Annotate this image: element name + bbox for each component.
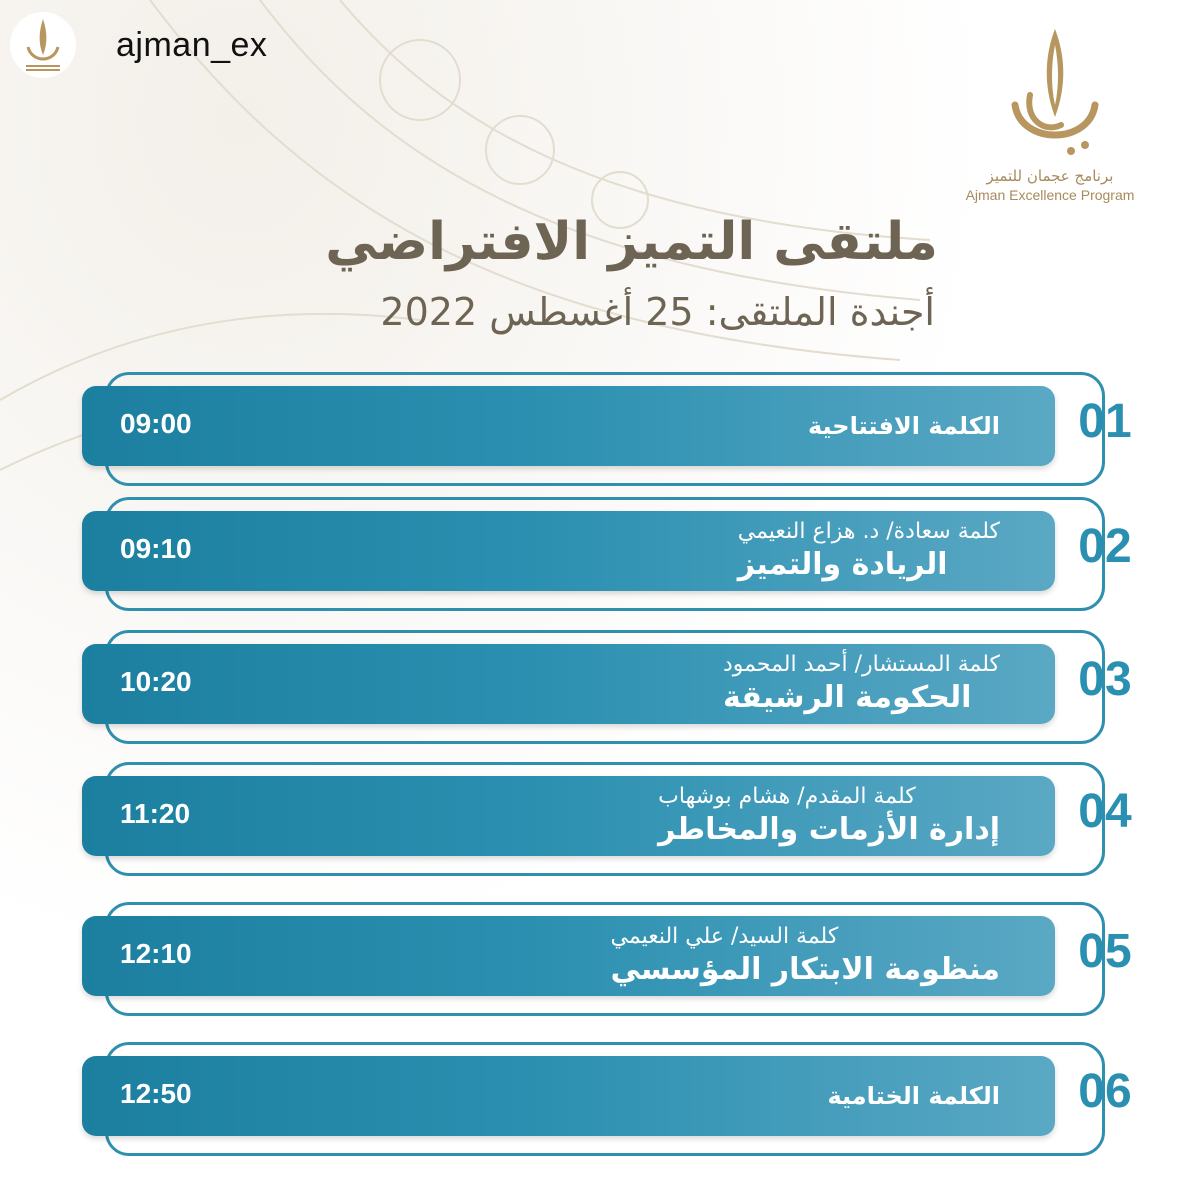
agenda-bar <box>82 511 1055 591</box>
agenda-text <box>658 776 1000 856</box>
agenda-topic: الريادة والتميز <box>737 547 948 582</box>
agenda-number: 05 <box>1078 925 1132 978</box>
agenda-speaker: كلمة سعادة/ د. هزاع النعيمي <box>737 519 1000 544</box>
agenda-row <box>0 495 1200 625</box>
agenda-number: 03 <box>1078 653 1132 706</box>
agenda-number: 04 <box>1078 785 1132 838</box>
agenda-row <box>0 760 1200 890</box>
agenda-text <box>808 386 1000 466</box>
agenda-topic: منظومة الابتكار المؤسسي <box>610 952 1000 987</box>
page-subtitle: أجندة الملتقى: 25 أغسطس 2022 <box>380 290 935 334</box>
agenda-speaker: كلمة المقدم/ هشام بوشهاب <box>658 784 916 809</box>
agenda-speaker: كلمة السيد/ علي النعيمي <box>610 924 839 949</box>
agenda-topic: الكلمة الختامية <box>827 1082 1000 1110</box>
agenda-speaker: كلمة المستشار/ أحمد المحمود <box>722 652 1000 677</box>
agenda-bar <box>82 916 1055 996</box>
agenda-topic: الحكومة الرشيقة <box>722 680 972 715</box>
page-title: ملتقى التميز الافتراضي <box>325 212 938 272</box>
agenda-text <box>611 916 1000 996</box>
agenda-number: 06 <box>1078 1065 1132 1118</box>
ajman-excellence-logo-icon <box>18 17 68 73</box>
agenda-bar <box>82 1056 1055 1136</box>
agenda-topic: إدارة الأزمات والمخاطر <box>658 812 1000 847</box>
logo-arabic-name: برنامج عجمان للتميز <box>986 167 1114 185</box>
agenda-time: 12:50 <box>120 1078 192 1109</box>
agenda-text <box>827 1056 1000 1136</box>
program-logo <box>960 25 1140 215</box>
agenda-number: 02 <box>1078 520 1132 573</box>
avatar[interactable] <box>10 12 76 78</box>
agenda-text <box>738 511 1000 591</box>
agenda-bar <box>82 644 1055 724</box>
agenda-topic: الكلمة الافتتاحية <box>807 412 1000 440</box>
agenda-text <box>723 644 1000 724</box>
agenda-time: 10:20 <box>120 666 192 697</box>
agenda-time: 11:20 <box>120 798 191 829</box>
agenda-time: 12:10 <box>120 938 192 969</box>
instagram-header <box>10 10 267 80</box>
agenda-row <box>0 628 1200 758</box>
agenda-bar <box>82 776 1055 856</box>
agenda-time: 09:10 <box>120 533 192 564</box>
agenda-row <box>0 1040 1200 1170</box>
agenda-row <box>0 370 1200 500</box>
agenda-number: 01 <box>1078 395 1132 448</box>
agenda-row <box>0 900 1200 1030</box>
agenda-bar <box>82 386 1055 466</box>
agenda-time: 09:00 <box>120 408 192 439</box>
ajman-excellence-logo-icon <box>985 25 1115 165</box>
logo-english-name: Ajman Excellence Program <box>965 187 1135 203</box>
instagram-username[interactable]: ajman_ex <box>116 25 268 64</box>
